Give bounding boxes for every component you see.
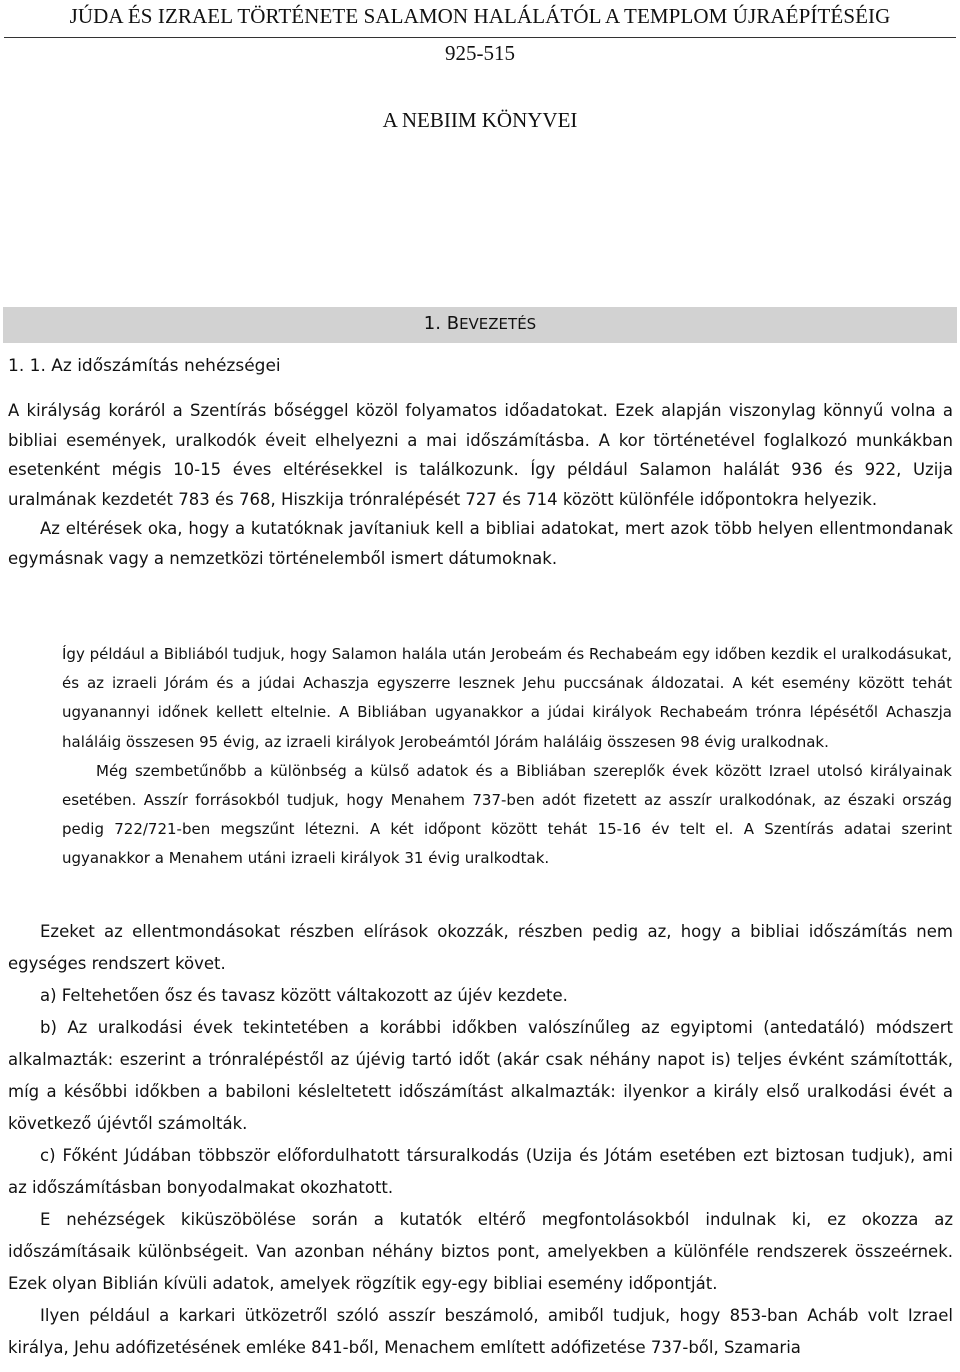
body-paragraph-5: E nehézségek kiküszöbölése során a kutatók eltérő megfontolásokból indulnak ki, ez okozza az időszámításaik különbségeit. Van azonban néhány biztos pont, amelyekben a különféle rendszerek összeérnek. Ezek olyan Biblián kívüli adatok, amelyek rögzítik egy-egy bibliai esemény időpontját.	[8, 1210, 953, 1293]
quote-paragraph-2: Még szembetűnőbb a különbség a külső adatok és a Bibliában szereplők évek között Izrael utolsó királyainak esetében. Asszír forrásokból tudjuk, hogy Menahem 737-ben adót fizetett az asszír uralkodónak, az északi ország pedig 722/721-ben megszűnt létezni. A két időpont között tehát 15-16 év telt el. A Szentírás adatai szerint ugyanakkor a Menahem utáni izraeli királyok 31 évig uralkodtak.	[62, 761, 952, 868]
chapter-number: 1.	[423, 313, 447, 334]
quote-paragraph-1: Így például a Bibliából tudjuk, hogy Salamon halála után Jerobeám és Rechabeám egy időben kezdik el uralkodásukat, és az izraeli Jórám és a júdai Achaszja egyszerre lesznek Jehu puccsának áldozatai. A két esemény között tehát ugyanannyi időnek kellett eltelnie. A Bibliában ugyanakkor a júdai királyok Rechabeám trónra lépésétől Achaszja haláláig összesen 95 évig, az izraeli királyok Jerobeámtól Jórám haláláig összesen 98 évig uralkodnak.	[62, 645, 952, 751]
running-header-title: JÚDA ÉS IZRAEL TÖRTÉNETE SALAMON HALÁLÁTÓL A TEMPLOM ÚJRAÉPÍTÉSÉIG	[69, 4, 891, 28]
running-header-years: 925-515	[445, 41, 515, 65]
body-paragraph-3: b) Az uralkodási évek tekintetében a korábbi időkben valószínűleg az egyiptomi (antedatáló) módszert alkalmazták: eszerint a trónralépéstől az újévig tartó időt (akár csak néhány napot is) teljes évként számították, míg a későbbi időkben a babiloni késleltetett időszámítást alkalmazták: ilyenkor a király első uralkodási évét a következő újévtől számolták.	[8, 1018, 953, 1133]
section-heading: 1. 1. Az időszámítás nehézségei	[8, 356, 281, 376]
intro-block	[8, 396, 953, 573]
chapter-title-initial: B	[446, 313, 460, 334]
header-divider	[4, 37, 956, 38]
chapter-heading	[0, 313, 960, 334]
intro-paragraph-2: Az eltérések oka, hogy a kutatóknak javítaniuk kell a bibliai adatokat, mert azok több helyen ellentmondanak egymásnak vagy a nemzetközi történelemből ismert dátumoknak.	[8, 519, 953, 568]
intro-paragraph-1: A királyság koráról a Szentírás bőséggel közöl folyamatos időadatokat. Ezek alapján viszonylag könnyű volna a bibliai események, uralkodók éveit elhelyezni a mai időszámításba. A kor történetével foglalkozó munkákban esetenként mégis 10-15 éves eltérésekkel is találkozunk. Így például Salamon halálát 936 és 922, Uzija uralmának kezdetét 783 és 768, Hiszkija trónralépését 727 és 714 között különféle időpontokra helyezik.	[8, 401, 953, 509]
quote-block	[62, 640, 952, 874]
body-paragraph-2: a) Feltehetően ősz és tavasz között váltakozott az újév kezdete.	[40, 986, 568, 1005]
chapter-title-rest: EVEZETÉS	[459, 315, 537, 333]
body-paragraph-4: c) Főként Júdában többször előfordulhatott társuralkodás (Uzija és Jótám esetében ezt biztosan tudjuk), ami az időszámításban bonyodalmakat okozhatott.	[8, 1146, 953, 1197]
body-block	[8, 916, 953, 1364]
body-paragraph-1: Ezeket az ellentmondásokat részben elírások okozzák, részben pedig az, hogy a bibliai időszámítás nem egységes rendszert követ.	[8, 922, 953, 973]
book-title: A NEBIIM KÖNYVEI	[382, 108, 578, 132]
body-paragraph-6: Ilyen például a karkari ütközetről szóló asszír beszámoló, amiből tudjuk, hogy 853-ban Acháb volt Izrael királya, Jehu adófizetésének emléke 841-ből, Menachem említett adófizetése 737-ből, Szamaria	[8, 1306, 953, 1357]
